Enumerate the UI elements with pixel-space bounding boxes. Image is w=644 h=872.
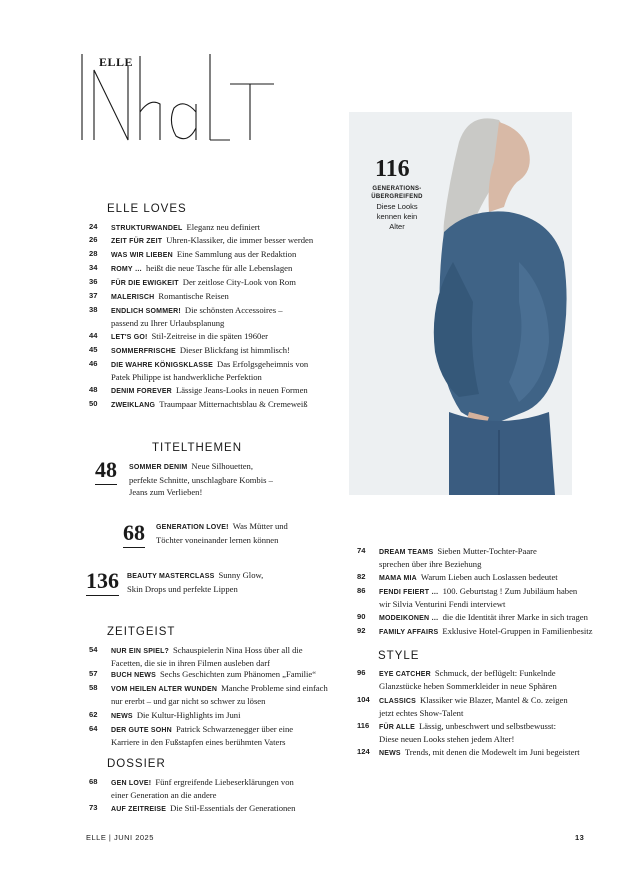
page-number: 82 bbox=[357, 572, 366, 581]
entry-keyword: NEWS bbox=[379, 750, 401, 757]
entry-text-continued: nur ererbt – und gar nicht so schwer zu lösen bbox=[111, 695, 266, 706]
page-number: 124 bbox=[357, 747, 370, 756]
page-number: 26 bbox=[89, 235, 98, 244]
cover-story-text-3: Jeans zum Verlieben! bbox=[129, 487, 203, 497]
page-number: 36 bbox=[89, 277, 98, 286]
entry-text: Klassiker wie Blazer, Mantel & Co. zeigen bbox=[420, 695, 568, 705]
page-number: 104 bbox=[357, 695, 370, 704]
dossier-list-continued bbox=[357, 546, 627, 646]
entry-keyword: MODEIKONEN … bbox=[379, 615, 439, 622]
dossier-list bbox=[89, 777, 349, 827]
entry-keyword: BUCH NEWS bbox=[111, 672, 156, 679]
entry-text: Eleganz neu definiert bbox=[186, 222, 261, 232]
cover-story-keyword: BEAUTY MASTERCLASS bbox=[127, 573, 215, 580]
footer-page-number: 13 bbox=[575, 833, 585, 842]
entry-text: Schmuck, der beflügelt: Funkelnde bbox=[434, 668, 556, 678]
entry-text: Manche Probleme sind einfach bbox=[221, 683, 328, 693]
entry-keyword: FÜR DIE EWIGKEIT bbox=[111, 280, 179, 287]
entry-keyword: STRUKTURWANDEL bbox=[111, 225, 183, 232]
page-number: 58 bbox=[89, 683, 98, 692]
page-number: 116 bbox=[357, 721, 370, 730]
page-number: 46 bbox=[89, 359, 98, 368]
entry-text: Sieben Mutter-Tochter-Paare bbox=[437, 546, 537, 556]
entry-text-continued: sprechen über ihre Beziehung bbox=[379, 558, 482, 569]
entry-text-continued: Facetten, die sie in ihren Filmen ausleben darf bbox=[111, 657, 270, 668]
cover-story-text-2: perfekte Schnitte, unschlagbare Kombis – bbox=[129, 475, 273, 485]
page-number: 90 bbox=[357, 612, 366, 621]
section-title-style: STYLE bbox=[378, 650, 420, 662]
entry-text: Stil-Zeitreise in die späten 1960er bbox=[151, 331, 268, 341]
zeitgeist-list bbox=[89, 645, 349, 755]
page-number: 28 bbox=[89, 249, 98, 258]
section-title-zeitgeist: ZEITGEIST bbox=[107, 626, 176, 638]
entry-keyword: SOMMERFRISCHE bbox=[111, 348, 176, 355]
page-number: 24 bbox=[89, 222, 98, 231]
entry-keyword: ENDLICH SOMMER! bbox=[111, 308, 181, 315]
cover-story-text: Neue Silhouetten, bbox=[191, 461, 253, 471]
cover-story-generation-love[interactable] bbox=[123, 518, 323, 550]
entry-keyword: NUR EIN SPIEL? bbox=[111, 648, 170, 655]
entry-keyword: VOM HEILEN ALTER WUNDEN bbox=[111, 686, 218, 693]
entry-text-continued: Patek Philippe ist handwerkliche Perfektion bbox=[111, 371, 262, 382]
page-number: 38 bbox=[89, 305, 98, 314]
cover-story-text-2: Skin Drops und perfekte Lippen bbox=[127, 584, 238, 594]
feature-headline: GENERATIONS-ÜBERGREIFEND bbox=[371, 186, 423, 200]
entry-text: Lässig, unbeschwert und selbstbewusst: bbox=[418, 721, 556, 731]
cover-story-keyword: GENERATION LOVE! bbox=[156, 524, 229, 531]
cover-story-beauty-masterclass[interactable] bbox=[86, 566, 316, 600]
style-list bbox=[357, 668, 627, 768]
entry-keyword: CLASSICS bbox=[379, 698, 416, 705]
entry-text: Eine Sammlung aus der Redaktion bbox=[176, 249, 297, 259]
page-number: 74 bbox=[357, 546, 366, 555]
entry-keyword: AUF ZEITREISE bbox=[111, 806, 167, 813]
entry-keyword: ZWEIKLANG bbox=[111, 402, 156, 409]
entry-text: heißt die neue Tasche für alle Lebenslagen bbox=[146, 263, 293, 273]
entry-text: Die schönsten Accessoires – bbox=[184, 305, 283, 315]
entry-keyword: FENDI FEIERT … bbox=[379, 589, 439, 596]
entry-text: Romantische Reisen bbox=[158, 291, 229, 301]
page-number: 44 bbox=[89, 331, 98, 340]
entry-text: Die Stil-Essentials der Generationen bbox=[170, 803, 296, 813]
entry-text: Sechs Geschichten zum Phänomen „Familie“ bbox=[159, 669, 317, 679]
page-number: 34 bbox=[89, 263, 98, 272]
footer-issue: ELLE | JUNI 2025 bbox=[86, 833, 154, 842]
entry-text-continued: passend zu Ihrer Urlaubsplanung bbox=[111, 317, 225, 328]
cover-story-page-number: 48 bbox=[95, 457, 117, 482]
page-number: 73 bbox=[89, 803, 98, 812]
entry-text: Uhren-Klassiker, die immer besser werden bbox=[166, 235, 314, 245]
page-number: 92 bbox=[357, 626, 366, 635]
entry-text-continued: wir Silvia Venturini Fendi interviewt bbox=[379, 598, 506, 609]
entry-text: Traumpaar Mitternachtsblau & Cremeweiß bbox=[159, 399, 308, 409]
cover-story-keyword: SOMMER DENIM bbox=[129, 464, 188, 471]
feature-page-number[interactable]: 116 bbox=[375, 156, 410, 182]
feature-subline: Diese Looks kennen kein Alter bbox=[376, 202, 418, 231]
entry-keyword: DREAM TEAMS bbox=[379, 549, 434, 556]
entry-text-continued: jetzt echtes Show-Talent bbox=[379, 707, 464, 718]
page-number: 50 bbox=[89, 399, 98, 408]
page-number: 62 bbox=[89, 710, 98, 719]
entry-keyword: NEWS bbox=[111, 713, 133, 720]
entry-keyword: FÜR ALLE bbox=[379, 724, 415, 731]
entry-text: die die Identität ihrer Marke in sich tragen bbox=[442, 612, 588, 622]
page-number: 37 bbox=[89, 291, 98, 300]
page-number: 48 bbox=[89, 385, 98, 394]
page-number: 96 bbox=[357, 668, 366, 677]
entry-keyword: ZEIT FÜR ZEIT bbox=[111, 238, 163, 245]
page-number: 45 bbox=[89, 345, 98, 354]
entry-keyword: MAMA MIA bbox=[379, 575, 417, 582]
section-title-elle-loves: ELLE LOVES bbox=[107, 203, 187, 215]
page-number: 57 bbox=[89, 669, 98, 678]
entry-text: 100. Geburtstag ! Zum Jubiläum haben bbox=[442, 586, 578, 596]
page-number: 54 bbox=[89, 645, 98, 654]
entry-text-continued: einer Generation an die andere bbox=[111, 789, 217, 800]
entry-text: Das Erfolgsgeheimnis von bbox=[217, 359, 309, 369]
page-heading bbox=[80, 52, 280, 142]
brand-logo: ELLE bbox=[99, 55, 134, 69]
entry-text: Fünf ergreifende Liebeserklärungen von bbox=[155, 777, 294, 787]
entry-text-continued: Glanzstücke heben Sommerkleider in neue Sphären bbox=[379, 680, 557, 691]
page-number: 86 bbox=[357, 586, 366, 595]
cover-story-text: Sunny Glow, bbox=[218, 570, 264, 580]
entry-keyword: FAMILY AFFAIRS bbox=[379, 629, 439, 636]
entry-keyword: ROMY … bbox=[111, 266, 143, 273]
entry-text-continued: Diese neuen Looks stehen jedem Alter! bbox=[379, 733, 515, 744]
entry-text: Die Kultur-Highlights im Juni bbox=[136, 710, 241, 720]
entry-keyword: WAS WIR LIEBEN bbox=[111, 252, 173, 259]
entry-keyword: EYE CATCHER bbox=[379, 671, 431, 678]
entry-text: Lässige Jeans-Looks in neuen Formen bbox=[175, 385, 308, 395]
entry-text: Warum Lieben auch Loslassen bedeutet bbox=[420, 572, 558, 582]
entry-keyword: MALERISCH bbox=[111, 294, 155, 301]
cover-story-sommer-denim[interactable] bbox=[93, 457, 303, 501]
entry-keyword: LET'S GO! bbox=[111, 334, 148, 341]
section-title-dossier: DOSSIER bbox=[107, 758, 166, 770]
entry-text: Schauspielerin Nina Hoss über all die bbox=[173, 645, 303, 655]
page-number: 64 bbox=[89, 724, 98, 733]
entry-keyword: DENIM FOREVER bbox=[111, 388, 172, 395]
entry-text: Dieser Blickfang ist himmlisch! bbox=[179, 345, 290, 355]
cover-story-text-2: Töchter voneinander lernen können bbox=[156, 535, 279, 545]
elle-loves-list bbox=[89, 222, 349, 412]
entry-text-continued: Karriere in den Fußstapfen eines berühmten Vaters bbox=[111, 736, 286, 747]
section-title-titelthemen: TITELTHEMEN bbox=[152, 442, 243, 454]
page-number: 68 bbox=[89, 777, 98, 786]
entry-keyword: DER GUTE SOHN bbox=[111, 727, 172, 734]
cover-story-page-number: 136 bbox=[86, 568, 119, 593]
entry-keyword: GEN LOVE! bbox=[111, 780, 152, 787]
entry-text: Patrick Schwarzenegger über eine bbox=[175, 724, 294, 734]
entry-text: Der zeitlose City-Look von Rom bbox=[182, 277, 296, 287]
entry-keyword: DIE WAHRE KÖNIGSKLASSE bbox=[111, 362, 214, 369]
cover-story-page-number: 68 bbox=[123, 520, 145, 545]
entry-text: Exklusive Hotel-Gruppen in Familienbesitz bbox=[442, 626, 593, 636]
entry-text: Trends, mit denen die Modewelt im Juni begeistert bbox=[404, 747, 580, 757]
cover-story-text: Was Mütter und bbox=[232, 521, 288, 531]
